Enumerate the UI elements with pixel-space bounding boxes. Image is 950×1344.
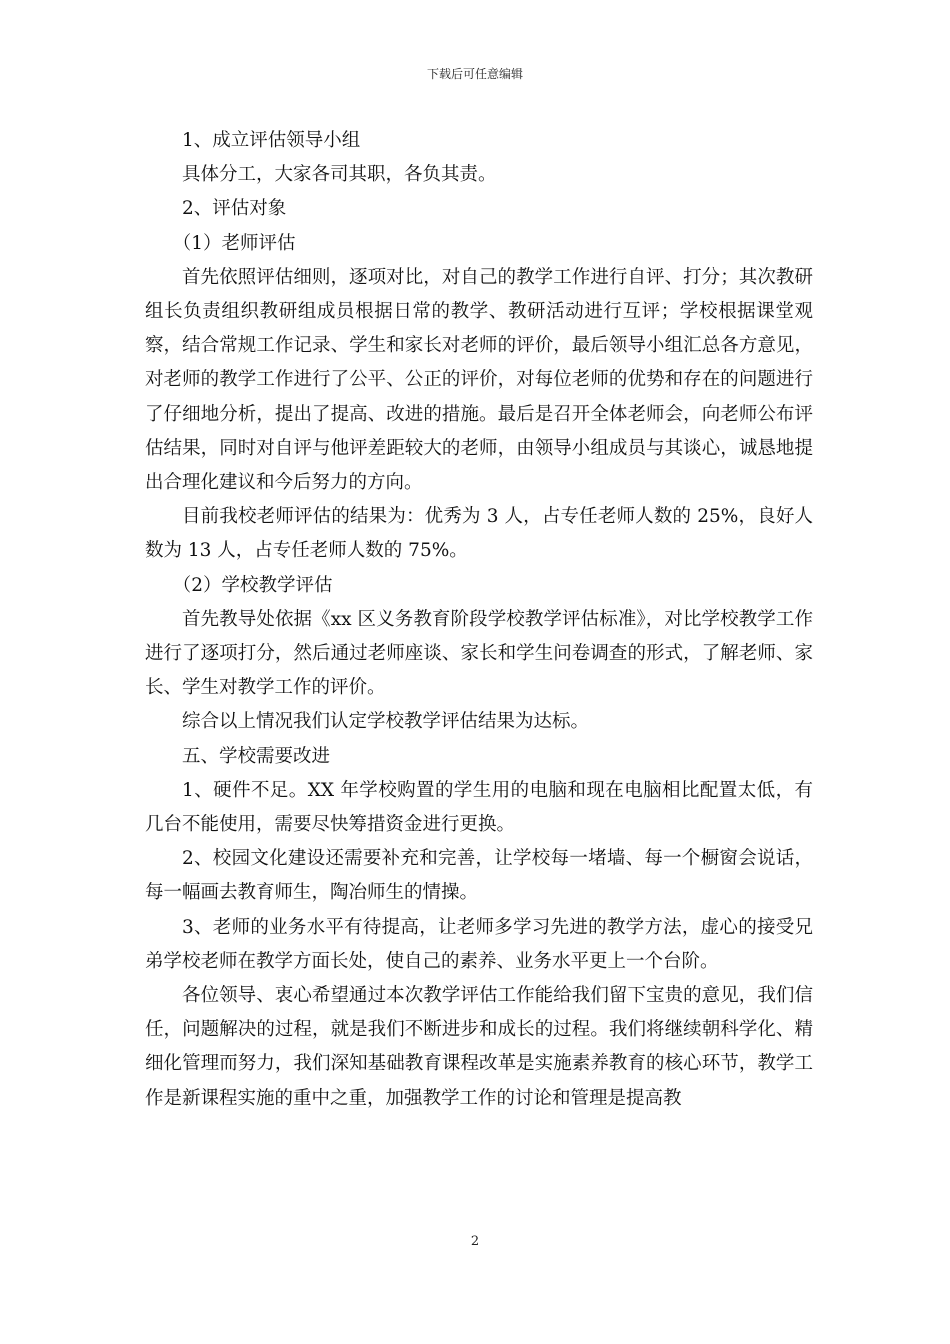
document-body [145,124,813,1116]
paragraph-11: 1、硬件不足。XX 年学校购置的学生用的电脑和现在电脑相比配置太低，有几台不能使用，需要尽快筹措资金进行更换。 [145,779,813,836]
paragraph-8: 首先教导处依据《xx 区义务教育阶段学校教学评估标准》，对比学校教学工作进行了逐项打分，然后通过老师座谈、家长和学生问卷调查的形式，了解老师、家长、学生对教学工作的评价。 [145,608,813,699]
paragraph-3: 2、评估对象 [182,198,287,220]
paragraph-13: 3、老师的业务水平有待提高，让老师多学习先进的教学方法，虚心的接受兄弟学校老师在教学方面长处，使自己的素养、业务水平更上一个台阶。 [145,916,813,972]
paragraph-5: 首先依照评估细则，逐项对比，对自己的教学工作进行自评、打分；其次教研组长负责组织教研组成员根据日常的教学、教研活动进行互评；学校根据课堂观察，结合常规工作记录、学生和家长对老师的评价，最后领导小组汇总各方意见，对老师的教学工作进行了公平、公正的评价，对每位老师的优势和存在的问题进行了仔细地分析，提出了提高、改进的措施。最后是召开全体老师会，向老师公布评估结果，同时对自评与他评差距较大的老师，由领导小组成员与其谈心，诚恳地提出合理化建议和今后努力的方向。 [145,266,813,494]
paragraph-1: 1、成立评估领导小组 [182,130,361,151]
paragraph-7: （2）学校教学评估 [172,574,333,596]
paragraph-9: 综合以上情况我们认定学校教学评估结果为达标。 [182,711,590,733]
paragraph-14: 各位领导、衷心希望通过本次教学评估工作能给我们留下宝贵的意见，我们信任，问题解决的过程，就是我们不断进步和成长的过程。我们将继续朝科学化、精细化管理而努力，我们深知基础教育课程改革是实施素养教育的核心环节，教学工作是新课程实施的重中之重，加强教学工作的讨论和管理是提高教 [145,985,813,1109]
paragraph-4: （1）老师评估 [172,232,296,254]
paragraph-12: 2、校园文化建设还需要补充和完善，让学校每一堵墙、每一个橱窗会说话，每一幅画去教育师生，陶冶师生的情操。 [145,848,813,904]
paragraph-10: 五、学校需要改进 [182,745,331,767]
page-header: 下载后可任意编辑 [426,67,523,81]
paragraph-6: 目前我校老师评估的结果为：优秀为 3 人，占专任老师人数的 25%，良好人数为 13 人，占专任老师人数的 75%。 [145,506,813,562]
page-number: 2 [470,1234,480,1249]
paragraph-2: 具体分工，大家各司其职，各负其责。 [182,164,497,186]
